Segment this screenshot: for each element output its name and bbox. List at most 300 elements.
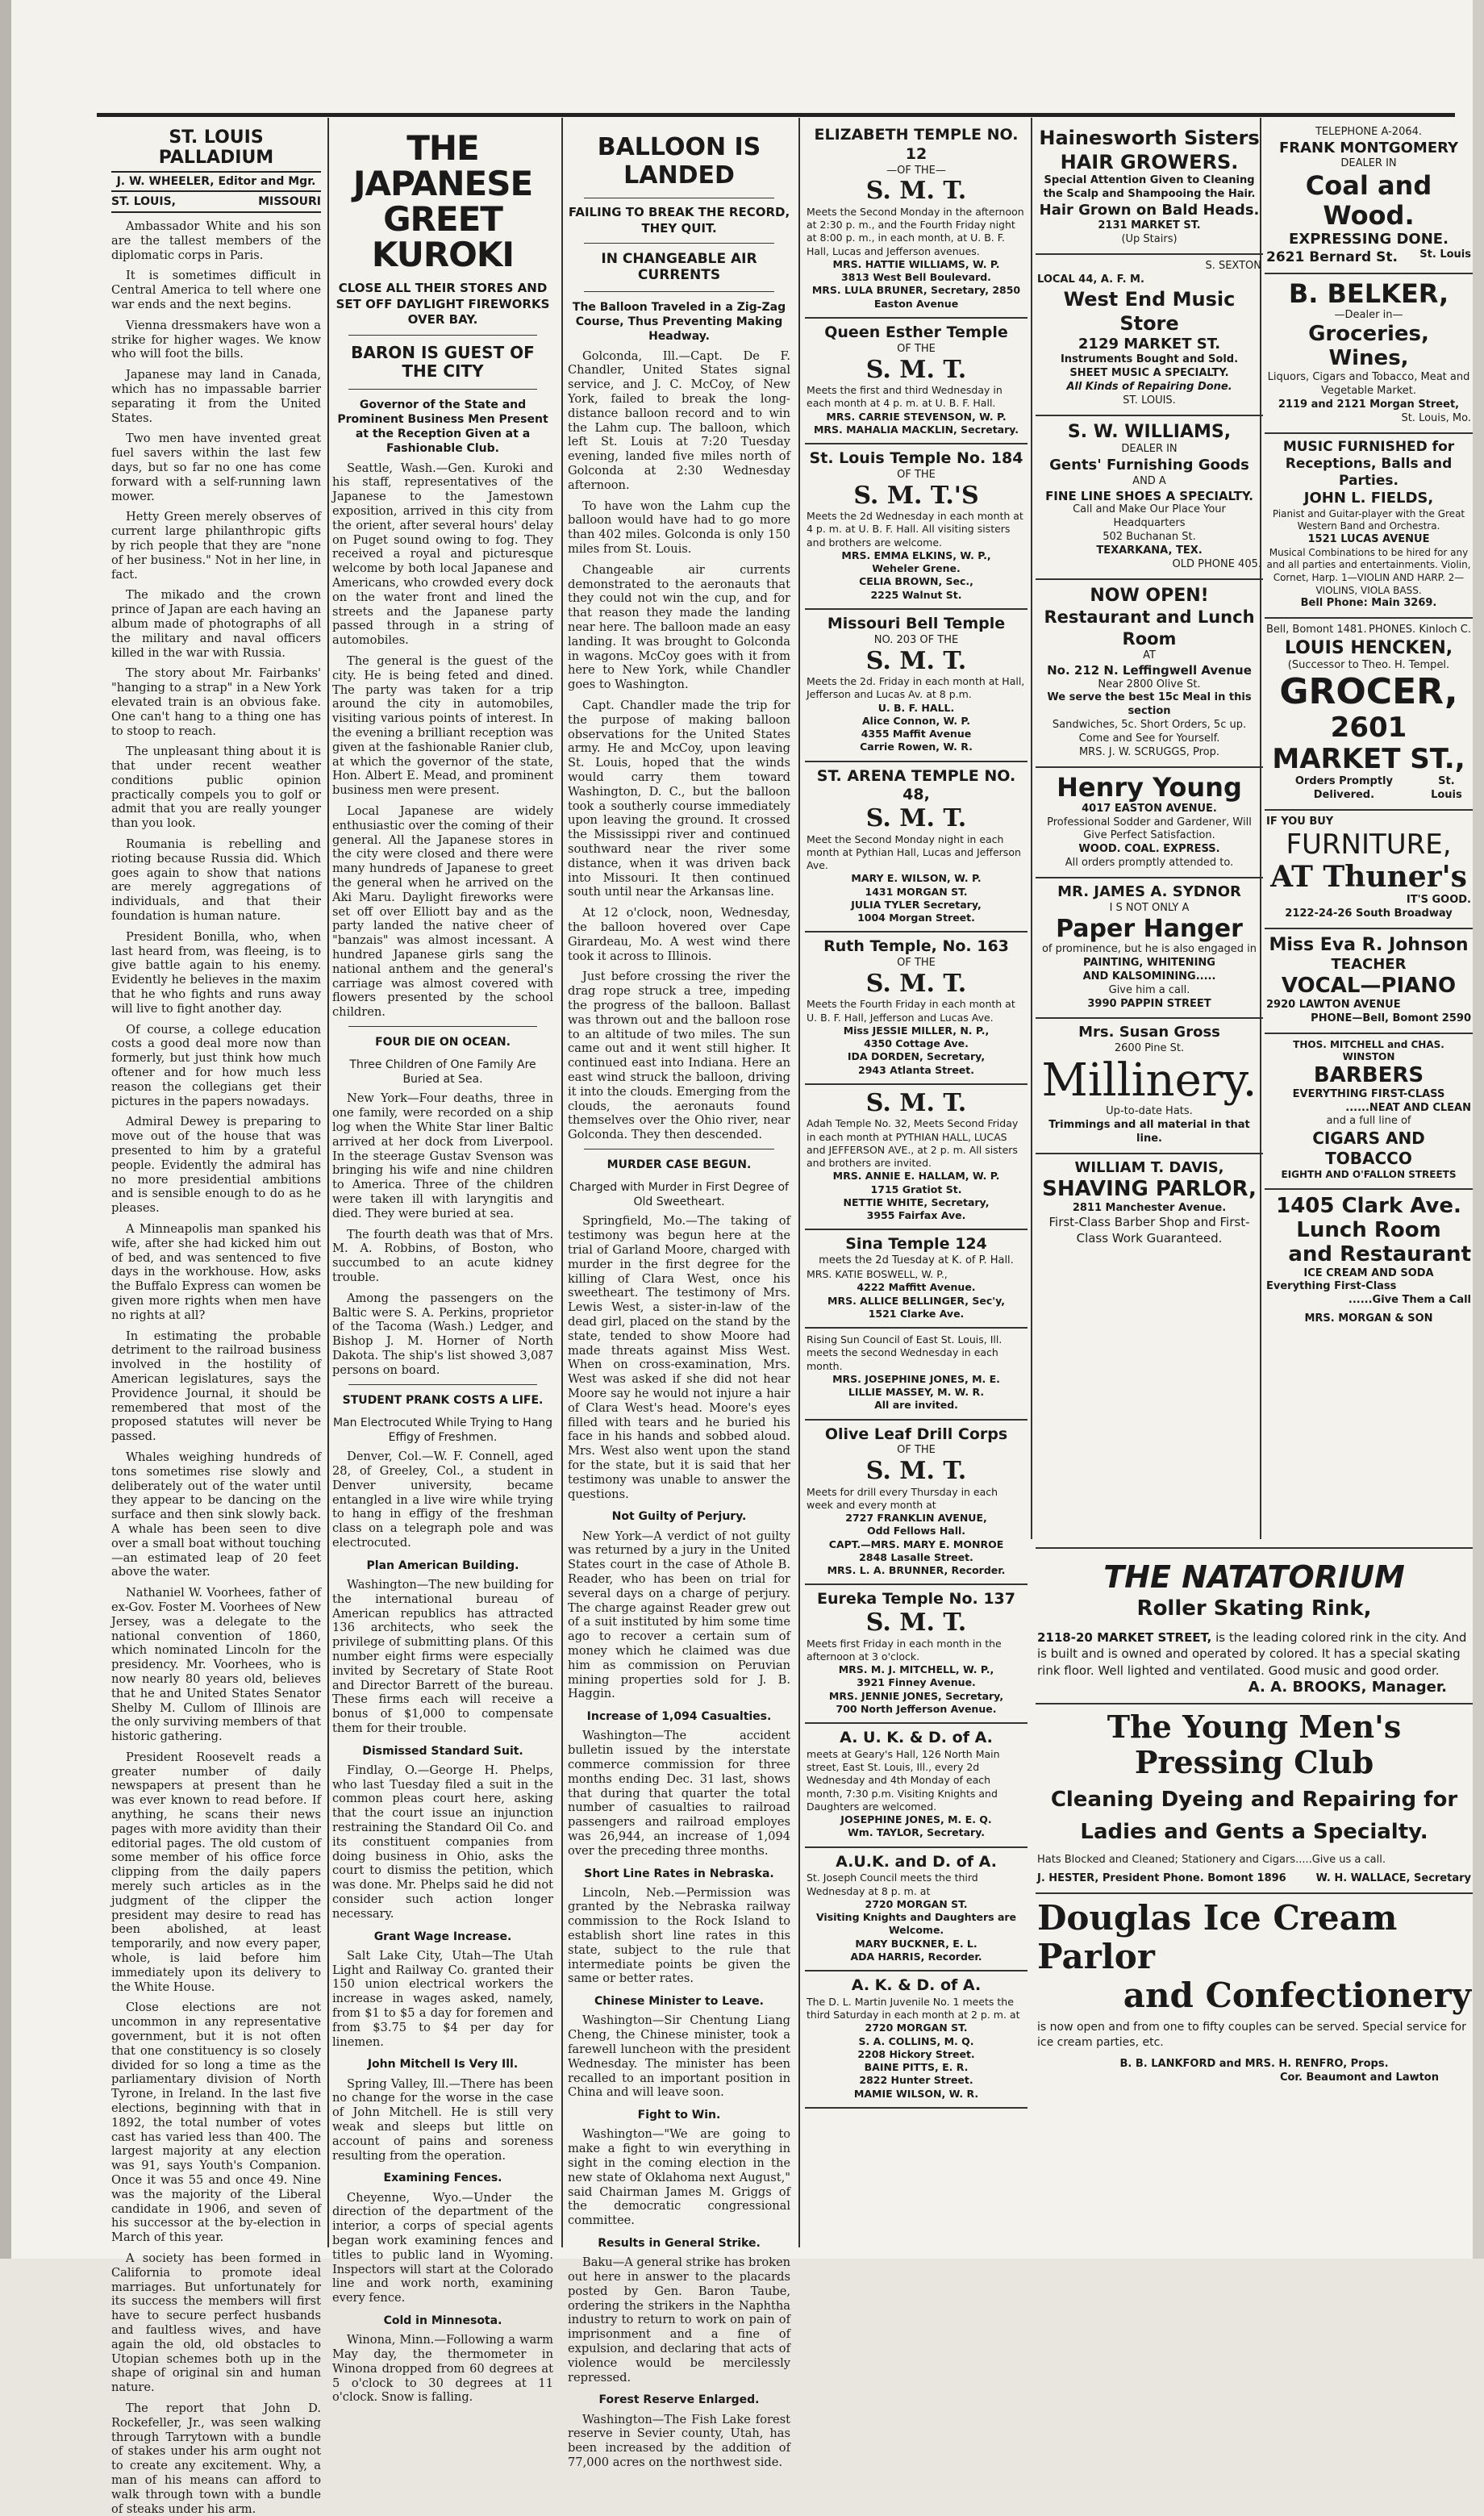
notice-line: ADA HARRIS, Recorder. (850, 1950, 982, 1963)
subhead: BARON IS GUEST OF THE CITY (351, 342, 535, 381)
notice-line: Miss JESSIE MILLER, N. P., (843, 1024, 990, 1037)
notice-sub: OF THE (897, 468, 936, 481)
paragraph: Cheyenne, Wyo.—Under the direction of the department of the interior, a corps of special agents began work examining fences and titles to public land in Wyoming. Inspectors will start at the Colorado line and work north, examining every fence. (332, 2190, 553, 2305)
notice-title: St. Louis Temple No. 184 (809, 449, 1023, 468)
ad-text: PAINTING, WHITENING (1083, 956, 1215, 969)
paragraph: Among the passengers on the Baltic were S. A. Perkins, proprietor of the Tacoma (Wash.) Ledger, and Bishop J. M. Horner of North Dakota. The ship's list showed 3,087 persons on board. (332, 1291, 553, 1377)
ad-text: Orders Promptly Delivered. (1294, 774, 1393, 801)
notice-line: NETTIE WHITE, Secretary, (843, 1195, 990, 1208)
ad-title: S. W. WILLIAMS, (1067, 421, 1232, 442)
notice-line: MRS. ALLICE BELLINGER, Sec'y, (827, 1294, 1005, 1307)
notice-line: 2943 Atlanta Street. (858, 1063, 974, 1076)
ad-text: TELEPHONE A-2064. (1315, 126, 1423, 138)
ad-young-mens-pressing-club (1036, 1704, 1473, 1893)
ad-text: All Kinds of Repairing Done. (1066, 381, 1232, 394)
page-margin-right (1473, 0, 1484, 2259)
lodge-notice (805, 1230, 1028, 1329)
ad-text: St. Louis, Mo. (1401, 411, 1471, 424)
notice-sub: OF THE (897, 957, 936, 970)
ad-text: EIGHTH AND O'FALLON STREETS (1281, 1169, 1457, 1181)
paragraph: To have won the Lahm cup the balloon would have had to go more than 402 miles. Golconda is only 150 miles from St. Louis. (568, 499, 790, 557)
article-body (332, 2191, 553, 2305)
ad-footer (1037, 1872, 1471, 1886)
notice-org: S. M. T. (865, 355, 967, 384)
ad-text: Pianist and Guitar-player with the Great Western Band and Orchestra. (1272, 507, 1465, 532)
notice-line: Weheler Grene. (872, 562, 961, 575)
paragraph: President Bonilla, who, when last heard from, was fleeing, is to give battle again to his enemy. Evidently he believes in the maxim that he who fights and runs away will live to fight another day. (111, 929, 321, 1016)
lodge-notice (805, 1585, 1028, 1724)
notice-org: S. M. T. (865, 1608, 967, 1638)
notice-line: 3813 West Bell Boulevard. (841, 271, 991, 284)
ad-text: PHONES. Kinloch C. (1369, 624, 1471, 636)
notice-line: MRS. M. J. MITCHELL, W. P., (838, 1663, 994, 1676)
notice-line: MRS. JOSEPHINE JONES, M. E. (832, 1372, 1000, 1385)
ad-hainesworth-sisters (1036, 121, 1263, 255)
rule (348, 335, 537, 336)
lodge-notice (805, 121, 1028, 319)
notice-line: Adah Temple No. 32, Meets Second Friday in each month at PYTHIAN HALL, LUCAS and JEFFERSON AVE., at 2 p. m. All sisters and brothers are invited. (807, 1117, 1019, 1170)
ad-b-belker (1265, 274, 1473, 433)
headline-balloon-is-landed: BALLOON IS LANDED (597, 133, 761, 190)
notice-line: MRS. HATTIE WILLIAMS, W. P. (832, 257, 1000, 270)
ad-title: FRANK MONTGOMERY (1278, 139, 1459, 156)
notice-line: MAMIE WILSON, W. R. (853, 2087, 979, 2100)
notice-title: Ruth Temple, No. 163 (823, 937, 1009, 956)
ad-title: FURNITURE, (1286, 828, 1452, 861)
paragraph: Admiral Dewey is preparing to move out of the house that was presented to him by a grateful people. Evidently the admiral has no more presidential ambitions and is sensible enough to do as he pleases. (111, 1115, 321, 1216)
ad-text: J. HESTER, President Phone. Bomont 1896 (1037, 1871, 1286, 1884)
ad-text: Professional Sodder and Gardener, Will Give Perfect Satisfaction. (1047, 816, 1252, 842)
notice-sub: OF THE (897, 1444, 936, 1457)
ad-text: 2600 Pine St. (1114, 1041, 1185, 1054)
lodge-notice (805, 1085, 1028, 1231)
paragraph: Spring Valley, Ill.—There has been no change for the worse in the case of John Mitchell. He is still very weak and sleeps but little on account of pains and soreness resulting from the operation. (332, 2076, 553, 2163)
notice-line: Meets first Friday in each month in the afternoon at 3 o'clock. (807, 1637, 1002, 1663)
ad-text: I S NOT ONLY A (1109, 901, 1190, 914)
ad-text: B. B. LANKFORD and MRS. H. RENFRO, Props. (1119, 2057, 1389, 2070)
ad-text: St. Louis (1431, 774, 1462, 801)
lodge-notice (805, 762, 1028, 933)
paragraph: It is sometimes difficult in Central America to tell where one war ends and the next begins. (111, 269, 321, 311)
notice-title: Olive Leaf Drill Corps (824, 1425, 1008, 1443)
ad-title: THE NATATORIUM (1103, 1559, 1405, 1595)
notice-sub: NO. 203 OF THE (873, 633, 959, 646)
ad-text: 1521 LUCAS AVENUE (1307, 532, 1430, 545)
ad-text: DEALER IN (1340, 157, 1397, 170)
notice-line: Meets for drill every Thursday in each week and every month at (807, 1485, 998, 1511)
ad-west-end-music-store (1036, 255, 1263, 416)
article-body (568, 2013, 790, 2100)
ad-text: EXPRESSING DONE. (1289, 230, 1449, 248)
notice-line: Carrie Rowen, W. R. (860, 741, 973, 753)
notice-line: MRS. ANNIE E. HALLAM, W. P. (832, 1170, 1000, 1183)
ad-text: Everything First-Class (1266, 1280, 1397, 1293)
notice-line: All are invited. (874, 1399, 958, 1412)
paragraph: A Minneapolis man spanked his wife, after she had kicked him out of bed, and was sentenced to five days in the workhouse. How, asks the Buffalo Express can women be given more rights when men have no rights at all? (111, 1222, 321, 1322)
ad-text: LOCAL 44, A. F. M. (1037, 273, 1144, 286)
rule (1036, 1547, 1473, 1549)
notice-line: 3921 Finney Avenue. (857, 1676, 976, 1689)
ad-text: 2119 and 2121 Morgan Street, (1278, 398, 1460, 411)
deck: Governor of the State and Prominent Business Men Present at the Reception Given at a Fashionable Club. (337, 398, 548, 456)
ad-title: Hainesworth Sisters (1039, 127, 1260, 149)
masthead-location (111, 192, 321, 213)
notice-line: LILLIE MASSEY, M. W. R. (848, 1386, 985, 1399)
notice-line: JULIA TYLER Secretary, (851, 898, 982, 911)
article-body (332, 2077, 553, 2163)
ad-text: WOOD. COAL. EXPRESS. (1078, 843, 1220, 856)
rule (348, 1026, 537, 1027)
paragraph: Golconda, Ill.—Capt. De F. Chandler, United States signal service, and J. C. McCoy, of New York, failed to break the long-distance balloon record and to win the Lahm cup. The balloon, which left St. Louis at 7:20 Tuesday evening, landed five miles north of Golconda at 2:30 Wednesday afternoon. (568, 348, 790, 492)
paragraph: Of course, a college education costs a good deal more now than formerly, but just think how much oftener and for how much less reason the collegians get their pictures in the papers nowadays. (111, 1022, 321, 1108)
story-head: Increase of 1,094 Casualties. (586, 1710, 772, 1724)
notice-title: A.U.K. and D. of A. (836, 1852, 997, 1871)
ad-text: Trimmings and all material in that line. (1048, 1119, 1250, 1145)
ad-louis-hencken-grocer (1265, 619, 1473, 811)
notice-sub: meets the 2d Tuesday at K. of P. Hall. (819, 1254, 1014, 1267)
notice-line: 1004 Morgan Street. (857, 912, 975, 924)
notice-title: Missouri Bell Temple (827, 614, 1006, 632)
ad-text: OLD PHONE 405. (1172, 558, 1261, 570)
column-5-ads (1036, 121, 1263, 1541)
ad-text: Give him a call. (1108, 983, 1190, 996)
rule (584, 1149, 774, 1150)
ad-text: Call and Make Our Place Your Headquarters (1073, 503, 1226, 530)
notice-line: 3955 Fairfax Ave. (866, 1209, 966, 1222)
article-body (568, 1729, 790, 1858)
notice-line: 2225 Walnut St. (870, 588, 962, 601)
notice-line: 1431 MORGAN ST. (865, 885, 968, 898)
lodge-notice (805, 1848, 1028, 1972)
notice-line: Visiting Knights and Daughters are Welcome. (815, 1911, 1017, 1937)
paragraph: Salt Lake City, Utah—The Utah Light and Railway Co. granted their 150 union electrical workers the increase in wages asked, namely, from $1 to $5 a day for foremen and from $3.75 to $4 per day for linemen. (332, 1948, 553, 2049)
ad-text: First-Class Barber Shop and First-Class Work Guaranteed. (1048, 1215, 1250, 1245)
column-rule (327, 118, 329, 2247)
notice-line: 1521 Clarke Ave. (868, 1307, 965, 1320)
ad-title: WILLIAM T. DAVIS, (1074, 1159, 1224, 1177)
article-body (568, 2255, 790, 2385)
ad-natatorium (1036, 1555, 1473, 1704)
notice-org: S. M. T. (865, 969, 967, 998)
article-body (332, 461, 553, 1020)
lodge-notice (805, 1421, 1028, 1586)
story-head: FOUR DIE ON OCEAN. (375, 1035, 511, 1049)
headline-japanese-greet-kuroki: THE JAPANESE GREET KUROKI (352, 128, 533, 275)
article-body (568, 349, 790, 1142)
ad-text: (Successor to Theo. H. Tempel. (1287, 659, 1450, 672)
notice-line: Odd Fellows Hall. (866, 1525, 966, 1538)
notice-line: 2822 Hunter Street. (859, 2074, 973, 2087)
notice-line: MRS. EMMA ELKINS, W. P., (841, 549, 991, 561)
paragraph: Capt. Chandler made the trip for the purpose of making balloon observations for the United States army. He and McCoy, upon leaving St. Louis, hoped that the winds would carry them toward Washington, D. C., but the balloon took a southerly course immediately upon leaving the ground. It crossed the Mississippi river and continued southward near the river some distance, when it was driven back into Missouri. It then continued south until near the Arkansas line. (568, 698, 790, 899)
ad-title: MUSIC FURNISHED for Receptions, Balls and Parties. (1282, 438, 1455, 489)
ad-text: IT'S GOOD. (1406, 894, 1471, 907)
ad-text: All orders promptly attended to. (1065, 857, 1234, 870)
ad-text: 2131 MARKET ST. (1098, 219, 1201, 232)
notice-sub: —OF THE— (886, 164, 946, 177)
masthead-editor: J. W. WHEELER, Editor and Mgr. (111, 171, 321, 192)
story-head: Grant Wage Increase. (373, 1930, 512, 1943)
column-6-ads (1265, 121, 1473, 1541)
article-body (568, 2413, 790, 2470)
paragraph: The fourth death was that of Mrs. M. A. Robbins, of Boston, who succumbed to an acute kidney trouble. (332, 1227, 553, 1285)
ad-title: Lunch Room (1296, 1217, 1441, 1242)
story-deck: Man Electrocuted While Trying to Hang Effigy of Freshmen. (332, 1416, 553, 1444)
notice-title: Eureka Temple No. 137 (816, 1590, 1016, 1608)
notice-line: Alice Connon, W. P. (861, 714, 971, 727)
column-4-lodge-notices (805, 121, 1028, 2244)
column-2 (332, 121, 553, 2405)
ad-text: Liquors, Cigars and Tobacco, Meat and Vegetable Market. (1267, 370, 1470, 397)
paragraph: Washington—The Fish Lake forest reserve in Sevier county, Utah, has been increased by the addition of 77,000 acres on the northwest side. (568, 2412, 790, 2469)
story-head: STUDENT PRANK COSTS A LIFE. (342, 1393, 544, 1407)
masthead-state: MISSOURI (258, 195, 321, 208)
ad-title: THOS. MITCHELL and CHAS. WINSTON (1293, 1038, 1444, 1063)
notice-title: Sina Temple 124 (845, 1235, 987, 1254)
notice-title: A. U. K. & D. of A. (840, 1729, 993, 1747)
notice-line: Meets the Fourth Friday in each month at U. B. F. Hall, Jefferson and Lucas Ave. (807, 998, 1015, 1024)
deck: CLOSE ALL THEIR STORES AND SET OFF DAYLIGHT FIREWORKS OVER BAY. (336, 281, 550, 328)
paragraph: Hetty Green merely observes of current large philanthropic gifts by rich people that they are "none of her business." Not in her line, in fact. (111, 510, 321, 582)
paragraph: Close elections are not uncommon in any representative government, but it is not often that one constituency is so closely divided for so long a time as the parliamentary division of North Tyrone, in Ireland. In the last five elections, beginning with that in 1892, the total number of votes cast has varied less than 400. The largest majority at any election was 91, says Youth's Companion. Once it was 55 and once 49. Nine was the majority of the Liberal candidate in 1906, and seven of his successor at the by-election in March of this year. (111, 2001, 321, 2245)
paragraph: Springfield, Mo.—The taking of testimony was begun here at the trial of Garland Moore, charged with murder in the first degree for the killing of Clara West, once his sweetheart. The testimony of Mrs. Lewis West, a sister-in-law of the dead girl, placed on the stand by the state, tended to show Moore had made threats against Miss West. When on cross-examination, Mrs. West was asked if she did not hear Moore say he would not injure a hair of Clara West's head. Moore's eyes filled with tears and he buried his face in his hands and sobbed aloud. Mrs. West also went upon the stand for the state, but it is said that her testimony was unable to answer the questions. (568, 1214, 790, 1501)
notice-line: 2720 MORGAN ST. (865, 2022, 968, 2034)
story-head: Not Guilty of Perjury. (611, 1510, 747, 1524)
ad-address (1266, 248, 1471, 266)
paragraph: The story about Mr. Fairbanks' "hanging to a strap" in a New York elevated train is an obvious fake. One can't hang to a thing one has to stoop to reach. (111, 666, 321, 738)
ad-text: —Dealer in— (1334, 309, 1403, 322)
masthead-city: ST. LOUIS, (111, 195, 177, 208)
paragraph: Changeable air currents demonstrated to the aeronauts that they could not win the cup, and for that reason they made the landing near here. The balloon made an easy landing. It was brought to Golconda in wagons. McCoy goes with it from here to New York, while Chandler goes to Washington. (568, 562, 790, 692)
paragraph: The mikado and the crown prince of Japan are each having an album made of photographs of all the military and naval officers killed in the war with Russia. (111, 588, 321, 660)
ad-text: 2621 Bernard St. (1266, 249, 1398, 266)
ad-text: AND KALSOMINING..... (1082, 970, 1216, 983)
ad-text: 4017 EASTON AVENUE. (1082, 802, 1217, 815)
ad-text: (Up Stairs) (1121, 233, 1178, 246)
ad-title: Douglas Ice Cream Parlor (1037, 1897, 1398, 1976)
story-head: Plan American Building. (366, 1558, 519, 1572)
ad-text: IF YOU BUY (1266, 815, 1334, 828)
paragraph: New York—Four deaths, three in one family, were recorded on a ship log when the White Star liner Baltic arrived at her dock from Liverpool. In the steerage Gustav Svenson was bringing his wife and nine children to America. Three of the children were taken ill with laryngitis and died. They were buried at sea. (332, 1091, 553, 1220)
ad-text: SHEET MUSIC A SPECIALTY. (1069, 367, 1229, 380)
article-body (568, 2127, 790, 2228)
paragraph: In estimating the probable detriment to the railroad business involved in the hostility of American legislatures, says the Providence Journal, it should be remembered that most of the proposed statutes will never be passed. (111, 1329, 321, 1444)
rule (348, 389, 537, 390)
ad-mitchell-winston-barbers (1265, 1034, 1473, 1190)
ad-text: ......Give Them a Call (1348, 1294, 1471, 1307)
ad-title: Groceries, Wines, (1308, 322, 1429, 371)
ad-phones (1266, 624, 1471, 637)
notice-title: Queen Esther Temple (824, 323, 1008, 341)
notice-line: MARY E. WILSON, W. P. (851, 872, 982, 885)
column-rule (798, 118, 800, 2247)
notice-line: MARY BUCKNER, E. L. (855, 1937, 978, 1950)
ad-title: BARBERS (1313, 1062, 1424, 1087)
ad-title: The Young Men's Pressing Club (1107, 1709, 1402, 1781)
notice-line: 2208 Hickory Street. (857, 2047, 975, 2060)
bottom-ads (1036, 1541, 1473, 2092)
notice-line: CAPT.—MRS. MARY E. MONROE (828, 1538, 1004, 1550)
article-body (568, 1886, 790, 1987)
ad-title: Coal and Wood. (1305, 170, 1432, 232)
ad-title: West End Music Store (1063, 287, 1236, 335)
ad-eva-johnson (1265, 929, 1473, 1034)
ad-title: GROCER, (1279, 671, 1458, 713)
ad-douglas-ice-cream (1036, 1894, 1473, 2092)
lodge-notice (805, 444, 1028, 610)
rule (584, 243, 774, 244)
story-head: Results in General Strike. (598, 2237, 761, 2250)
ad-text: TEACHER (1331, 956, 1407, 974)
ad-text: ST. LOUIS. (1123, 394, 1176, 407)
ad-restaurant-lunch-room (1036, 580, 1263, 768)
article-body (568, 1529, 790, 1702)
paragraph: Winona, Minn.—Following a warm May day, the thermometer in Winona dropped from 60 degrees at 5 o'clock to 30 degrees at 11 o'clock. Snow is falling. (332, 2333, 553, 2405)
article-body (332, 1949, 553, 2050)
notice-line: CELIA BROWN, Sec., (859, 575, 973, 588)
ad-footer (1266, 775, 1471, 803)
ad-text: AT (1143, 649, 1156, 661)
story-head: Forest Reserve Enlarged. (598, 2393, 760, 2407)
notice-line: 2727 FRANKLIN AVENUE, (845, 1512, 987, 1525)
notice-line: 700 North Jefferson Avenue. (836, 1702, 997, 1715)
paragraph: President Roosevelt reads a greater number of daily newspapers at present than he was ever known to read before. If anything, he scans their news pages with more avidity than their editorial pages. The old custom of some member of his office force clipping from the daily papers merely such articles as in the judgment of the clipper the president may desire to read has been abolished, at least temporarily, and now every paper, whole, is laid before him immediately upon its delivery to the White House. (111, 1750, 321, 1994)
ad-title: No. 212 N. Leffingwell Avenue (1047, 662, 1252, 678)
article-body (332, 2333, 553, 2405)
ad-james-sydnor (1036, 878, 1263, 1019)
paragraph: New York—A verdict of not guilty was returned by a jury in the United States court in the case of Athole B. Reader, who has been on trial for several days on a charge of perjury. The charge against Reader grew out of a suit instituted by him some time ago to recover a certain sum of money which he claimed was due him as commission on Peruvian mining properties sold for J. B. Haggin. (568, 1529, 790, 1701)
notice-title: ELIZABETH TEMPLE NO. 12 (814, 126, 1019, 163)
paragraph: Denver, Col.—W. F. Connell, aged 28, of Greeley, Col., a student in Denver university, became entangled in a live wire while trying to hang in effigy of the freshman class on a telegraph pole and was electrocuted. (332, 1450, 553, 1550)
notice-org: S. M. T. (865, 1088, 967, 1117)
notice-line: St. Joseph Council meets the third Wednesday at 8 p. m. at (807, 1871, 978, 1897)
ad-title: 1405 Clark Ave. (1276, 1193, 1461, 1218)
ad-text: ICE CREAM AND SODA (1303, 1266, 1434, 1279)
ad-text: MRS. MORGAN & SON (1304, 1312, 1433, 1325)
column-1 (111, 121, 321, 2516)
notice-line: 2848 Lasalle Street. (859, 1550, 973, 1563)
ad-title: Miss Eva R. Johnson (1269, 934, 1469, 955)
ad-text: Bell, Bomont 1481. (1266, 624, 1367, 636)
ad-text: Hair Grown on Bald Heads. (1039, 201, 1260, 219)
ad-text: 2920 LAWTON AVENUE (1266, 998, 1401, 1011)
ad-title: Roller Skating Rink, (1136, 1596, 1372, 1621)
paragraph: The unpleasant thing about it is that under recent weather conditions public opinion practically compels you to golf or admit that you are really younger than you look. (111, 745, 321, 831)
paragraph: Washington—The new building for the international bureau of American republics has attracted 136 architects, who seek the privilege of submitting plans. Of this number eight firms were especially invited by Secretary of State Root and Director Barrett of the bureau. These firms each will receive a bonus of $1,000 to compensate them for their trouble. (332, 1577, 553, 1735)
paragraph: Baku—A general strike has broken out here in answer to the placards posted by Gen. Baron Taube, ordering the strikers in the Naphtha industry to return to work on pain of imprisonment and a fine of expulsion, and declaring that acts of violence would be mercilessly repressed. (568, 2255, 790, 2385)
ad-title: SHAVING PARLOR, (1042, 1176, 1257, 1201)
notice-line: 4350 Cottage Ave. (864, 1037, 969, 1050)
ad-title: 2129 MARKET ST. (1078, 335, 1221, 353)
paragraph: Washington—The accident bulletin issued by the interstate commerce commission for three months ending Dec. 31 last, shows that during that quarter the total number of casualties to railroad passengers and railroad employes was 26,944, an increase of 1,094 over the preceding three months. (568, 1729, 790, 1858)
ad-text: Hats Blocked and Cleaned; Stationery and Cigars.....Give us a call. (1037, 1853, 1386, 1866)
notice-line: BAINE PITTS, E. R. (864, 2061, 969, 2074)
notice-line: Meets the first and third Wednesday in each month at 4 p. m. at U. B. F. Hall. (807, 384, 1003, 410)
notice-line: Meets the 2d. Friday in each month at Hall, Jefferson and Lucas Av. at 8 p.m. (807, 675, 1025, 701)
ad-text: is now open and from one to fifty couples can be served. Special service for ice cream parties, etc. (1037, 2021, 1466, 2049)
paragraph: Local Japanese are widely enthusiastic over the coming of their general. All the Japanese stores in the city were closed and there were many hundreds of Japanese to greet the general when he arrived on the Aki Maru. Daylight fireworks were set off over Elliott bay and as the party landed the native cheer of "banzais" was almost incessant. A hundred Japanese girls sang the national anthem and the general's carriage was almost covered with flowers presented by the school children. (332, 803, 553, 1020)
paragraph: The general is the guest of the city. He is being feted and dined. The party was taken for a trip around the city in automobiles, visiting various points of interest. In the evening a brilliant reception was given at the fashionable Ranier club, at which the governor of the state, Hon. Albert E. Mead, and prominent business men were present. (332, 653, 553, 798)
paragraph: Ambassador White and his son are the tallest members of the diplomatic corps in Paris. (111, 219, 321, 262)
notice-org: S. M. T. (865, 646, 967, 675)
story-head: Short Line Rates in Nebraska. (584, 1867, 774, 1880)
paragraph: Two men have invented great fuel savers within the last few days, but so far no one has come forward with a self-running lawn mower. (111, 432, 321, 503)
ad-title: LOUIS HENCKEN, (1284, 637, 1453, 658)
article-body (568, 1214, 790, 1501)
ad-title: Mrs. Susan Gross (1078, 1024, 1220, 1041)
paragraph: A society has been formed in California to promote ideal marriages. But unfortunately for its success the members will first have to secure perfect husbands and faultless wives, and have again the old, old obstacles to Utopian schemes both up in the shape of original sin and human nature. (111, 2251, 321, 2395)
notice-org: S. M. T. (865, 177, 967, 206)
ad-title: Cleaning Dyeing and Repairing for (1050, 1787, 1458, 1812)
ad-text: A. A. BROOKS, Manager. (1248, 1678, 1447, 1696)
ad-text: We serve the best 15c Meal in this section (1047, 691, 1252, 718)
ad-william-davis (1036, 1154, 1263, 1253)
notice-line: 2720 MORGAN ST. (865, 1897, 968, 1910)
top-rule (97, 113, 1455, 117)
ad-title: MR. JAMES A. SYDNOR (1057, 883, 1241, 901)
ad-title: FINE LINE SHOES A SPECIALTY. (1045, 488, 1253, 503)
ad-text: PHONE—Bell, Bomont 2590 (1311, 1012, 1471, 1024)
paragraph: Nathaniel W. Voorhees, father of ex-Gov. Foster M. Voorhees of New Jersey, was a delegate to the national convention of 1860, which nominated Lincoln for the presidency. Mr. Voorhees, who is now nearly 80 years old, believes that he and United States Senator Shelby M. Cullom of Illinois are the only surviving members of that historic gathering. (111, 1586, 321, 1744)
paragraph: At 12 o'clock, noon, Wednesday, the balloon hovered over Cape Girardeau, Mo. A west wind there took it across to Illinois. (568, 906, 790, 963)
ad-title: 2601 MARKET ST., (1272, 711, 1465, 775)
ad-s-w-williams (1036, 416, 1263, 580)
notice-line: MRS. L. A. BRUNNER, Recorder. (827, 1564, 1006, 1577)
notice-line: meets at Geary's Hall, 126 North Main street, East St. Louis, Ill., every 2d Wednesday and 4th Monday of each month, 7:30 p.m. Visiting Knights and Daughters are welcomed. (807, 1747, 1000, 1813)
notice-title: A. K. & D. of A. (851, 1976, 982, 1995)
paragraph: Washington—Sir Chentung Liang Cheng, the Chinese minister, took a farewell luncheon with the president Wednesday. The minister has been recalled to an important position in China and will leave soon. (568, 2013, 790, 2100)
ad-text: Bell Phone: Main 3269. (1300, 597, 1437, 610)
ad-title: Millinery. (1041, 1054, 1257, 1107)
ad-title: and Confectionery (1123, 1976, 1471, 2016)
ad-text: Up-to-date Hats. (1106, 1105, 1193, 1118)
lodge-notice (805, 933, 1028, 1085)
lodge-notice (805, 1724, 1028, 1848)
notice-sub: OF THE (897, 342, 936, 355)
ad-clark-ave-lunch-room (1265, 1190, 1473, 1333)
article-body (332, 1578, 553, 1736)
article-body (332, 1450, 553, 1550)
deck: FAILING TO BREAK THE RECORD, THEY QUIT. (568, 205, 790, 236)
ad-title: Restaurant and Lunch Room (1044, 607, 1255, 649)
notice-line: MRS. KATIE BOSWELL, W. P., (807, 1268, 948, 1281)
rule (348, 1384, 537, 1385)
ad-text: Instruments Bought and Sold. (1060, 353, 1239, 366)
notice-line: Meets the 2d Wednesday in each month at 4 p. m. at U. B. F. Hall. All visiting sisters and brothers are welcome. (807, 510, 1023, 549)
ad-body (1037, 1629, 1471, 1679)
ad-text: S. SEXTON (1205, 260, 1261, 273)
story-head: Dismissed Standard Suit. (362, 1744, 523, 1758)
subhead: IN CHANGEABLE AIR CURRENTS (601, 251, 757, 283)
notice-org: S. M. T.'S (853, 481, 979, 510)
story-deck: Charged with Murder in First Degree of Old Sweetheart. (569, 1181, 789, 1209)
notice-line: U. B. F. HALL. (877, 701, 955, 714)
notice-line: Rising Sun Council of East St. Louis, Ill. meets the second Wednesday in each month. (807, 1333, 1003, 1372)
notice-org: S. M. T. (865, 804, 967, 833)
ad-title: Gents' Furnishing Goods (1049, 457, 1249, 474)
ad-text: 3990 PAPPIN STREET (1087, 997, 1211, 1010)
column-rule (1031, 118, 1032, 1539)
paragraph: Just before crossing the river the drag rope struck a tree, impeding the progress of the balloon. Ballast was thrown out and the balloon rose to an altitude of two miles. The sun came out and it went still higher. It continued east into Indiana. Here an east wind struck the balloon, driving it into the clouds. Emerging from the clouds, the aeronauts found themselves over the Ohio river, near Golconda. They then descended. (568, 970, 790, 1142)
notice-line: S. A. COLLINS, M. Q. (858, 2034, 974, 2047)
notice-title: ST. ARENA TEMPLE NO. 48, (816, 766, 1016, 804)
ad-text: ......NEAT AND CLEAN (1345, 1101, 1471, 1114)
article-body (332, 1763, 553, 1921)
notice-line: MRS. JENNIE JONES, Secretary, (828, 1689, 1004, 1702)
lodge-notice (805, 610, 1028, 762)
ad-title: Paper Hanger (1056, 914, 1243, 943)
ad-text: 2811 Manchester Avenue. (1072, 1201, 1227, 1214)
